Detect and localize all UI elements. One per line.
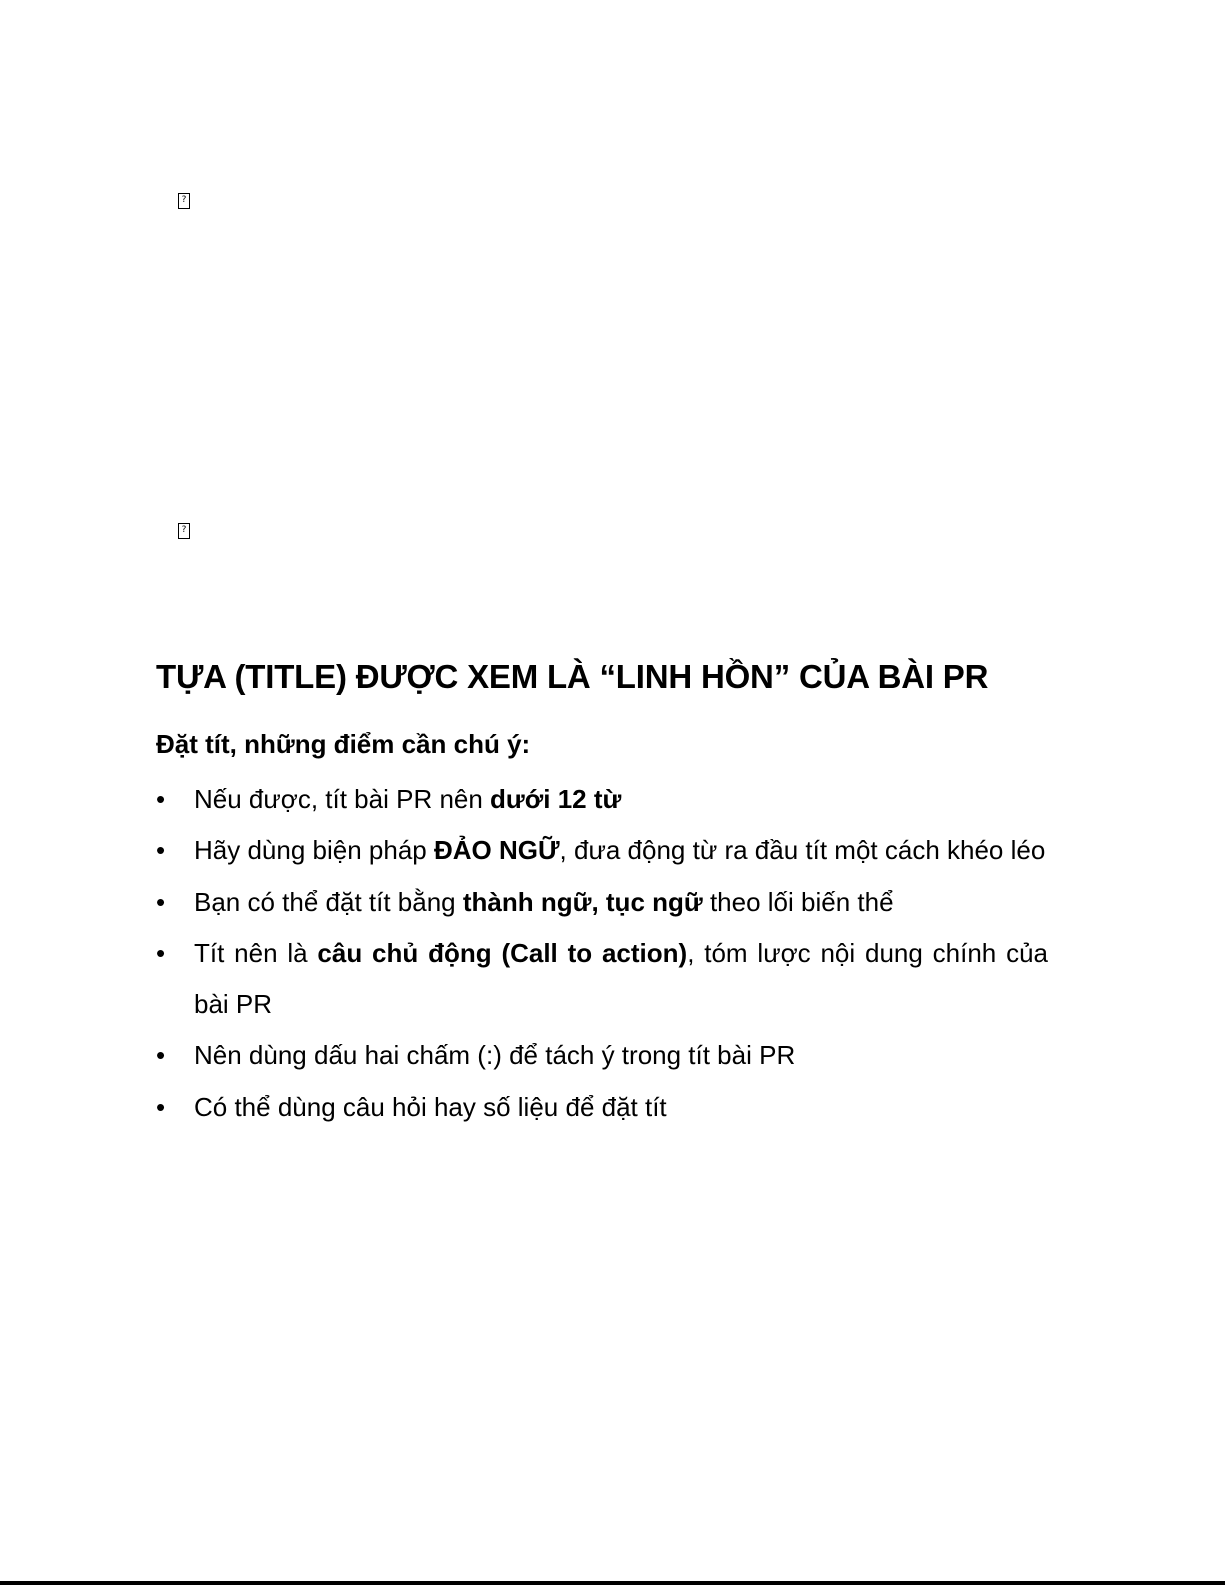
item-text: Tít nên là xyxy=(194,937,318,968)
item-emphasis: dưới 12 từ xyxy=(490,784,622,814)
list-item xyxy=(156,1082,1048,1133)
item-emphasis: câu chủ động (Call to action) xyxy=(317,937,688,968)
list-item xyxy=(156,877,1048,928)
item-text: theo lối biến thể xyxy=(702,886,894,917)
section-subtitle: Đặt tít, những điểm cần chú ý: xyxy=(156,729,531,759)
item-text: Hãy dùng biện pháp xyxy=(194,835,434,866)
item-text: Bạn có thể đặt tít bằng xyxy=(194,886,463,917)
item-emphasis: ĐẢO NGỮ xyxy=(433,835,560,866)
missing-glyph-icon: ? xyxy=(178,193,190,209)
page-title: TỰA (TITLE) ĐƯỢC XEM LÀ “LINH HỒN” CỦA BÀI PR xyxy=(156,658,989,695)
list-item xyxy=(156,1030,1048,1081)
list-item xyxy=(156,825,1048,876)
item-emphasis: thành ngữ, tục ngữ xyxy=(462,886,703,917)
item-text: Có thể dùng câu hỏi hay số liệu để đặt tít xyxy=(194,1091,667,1122)
item-text: , đưa động từ ra đầu tít một cách khéo léo xyxy=(559,835,1046,866)
page-bottom-rule xyxy=(0,1581,1225,1585)
item-text: Nếu được, tít bài PR nên xyxy=(194,784,491,814)
list-item xyxy=(156,928,1048,1031)
missing-glyph-icon: ? xyxy=(178,523,190,539)
item-text: , tóm lược nội dung chính của bài PR xyxy=(194,937,1048,1020)
tips-list xyxy=(156,774,1048,1133)
item-text: Nên dùng dấu hai chấm (:) để tách ý trong tít bài PR xyxy=(194,1040,796,1071)
list-item xyxy=(156,774,1048,825)
